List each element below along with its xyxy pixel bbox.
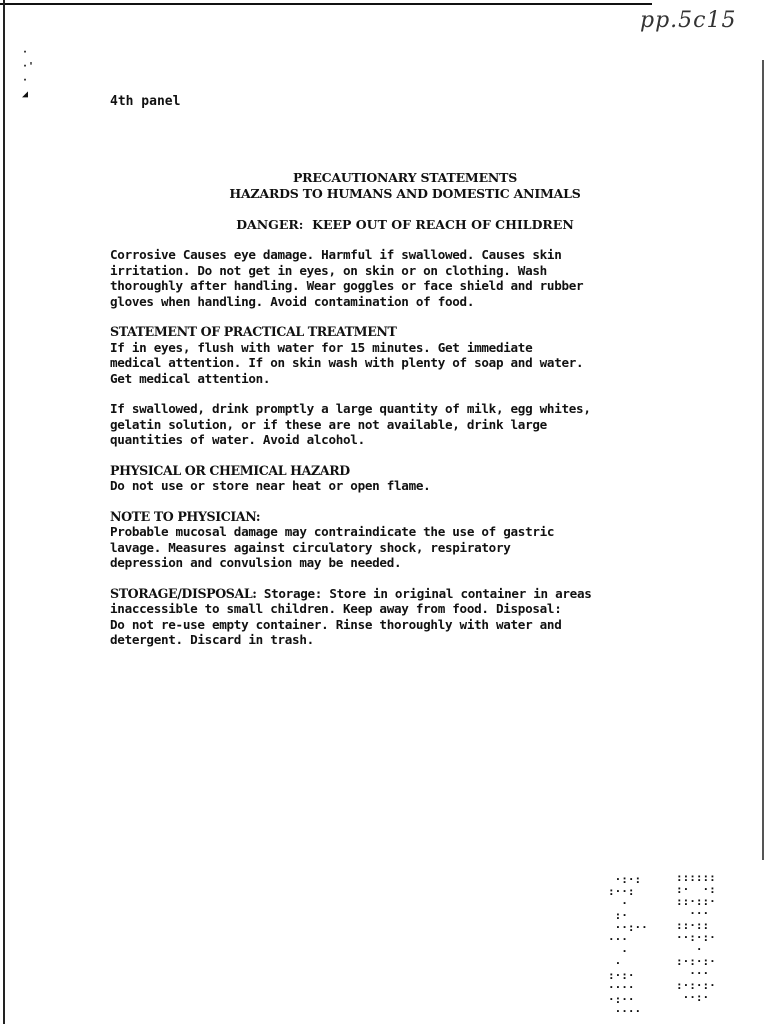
practical-treatment-section: [110, 324, 710, 386]
physician-note-heading: NOTE TO PHYSICIAN:: [110, 508, 261, 524]
precautionary-heading: [110, 170, 700, 202]
handwritten-page-note: pp.5c15: [640, 8, 737, 33]
physician-note-section: [110, 509, 710, 571]
physician-note-body: Probable mucosal damage may contraindicate the use of gastric lavage. Measures against circulatory shock, respiratory depression and convulsion may be needed.: [110, 524, 555, 570]
right-border-line: [762, 60, 764, 860]
heading-line-2: HAZARDS TO HUMANS AND DOMESTIC ANIMALS: [229, 186, 581, 201]
panel-label: 4th panel: [110, 94, 181, 109]
practical-treatment-body: If in eyes, flush with water for 15 minutes. Get immediate medical attention. If on skin wash with plenty of soap and water. Get medical attention.: [110, 339, 584, 386]
danger-label: DANGER:: [236, 217, 304, 232]
margin-specks: · ·' · ◢: [22, 47, 35, 100]
corrosive-paragraph: Corrosive Causes eye damage. Harmful if swallowed. Causes skin irritation. Do not get in eyes, on skin or on clothing. Wash thoroughly after handling. Wear goggles or face shield and rubber gloves when handling. Avoid contamination of food.: [110, 247, 584, 309]
danger-statement: [110, 217, 700, 232]
practical-treatment-heading: STATEMENT OF PRACTICAL TREATMENT: [110, 324, 397, 339]
storage-disposal-section: [110, 586, 710, 648]
physical-hazard-section: [110, 463, 710, 494]
top-border-line: [0, 3, 652, 5]
danger-text: KEEP OUT OF REACH OF CHILDREN: [312, 217, 574, 232]
dot-code-mark-right: :::::: :· ·: ::·::· ··· ::·:: ··:·:· · :·:·:· ··· :·:·:· ··:·: [676, 871, 716, 1004]
physical-hazard-body: Do not use or store near heat or open flame.: [110, 478, 431, 493]
left-border-line: [3, 0, 5, 1024]
swallowed-paragraph: If swallowed, drink promptly a large quantity of milk, egg whites, gelatin solution, or if these are not available, drink large quantities of water. Avoid alcohol.: [110, 401, 591, 447]
storage-disposal-heading: STORAGE/DISPOSAL:: [110, 585, 257, 601]
storage-disposal-body: Storage: Store in original container in areas inaccessible to small children. Keep away from food. Disposal: Do not re-use empty container. Rinse thoroughly with water and detergent. Discard in trash.: [110, 585, 592, 647]
physical-hazard-heading: PHYSICAL OR CHEMICAL HAZARD: [110, 462, 350, 478]
heading-line-1: PRECAUTIONARY STATEMENTS: [292, 170, 518, 185]
label-body: [110, 247, 710, 663]
dot-code-mark-left: ·:·: :··: · :· ··:·· ··· · · :·:· ···· ·:·· ····: [608, 873, 648, 1018]
